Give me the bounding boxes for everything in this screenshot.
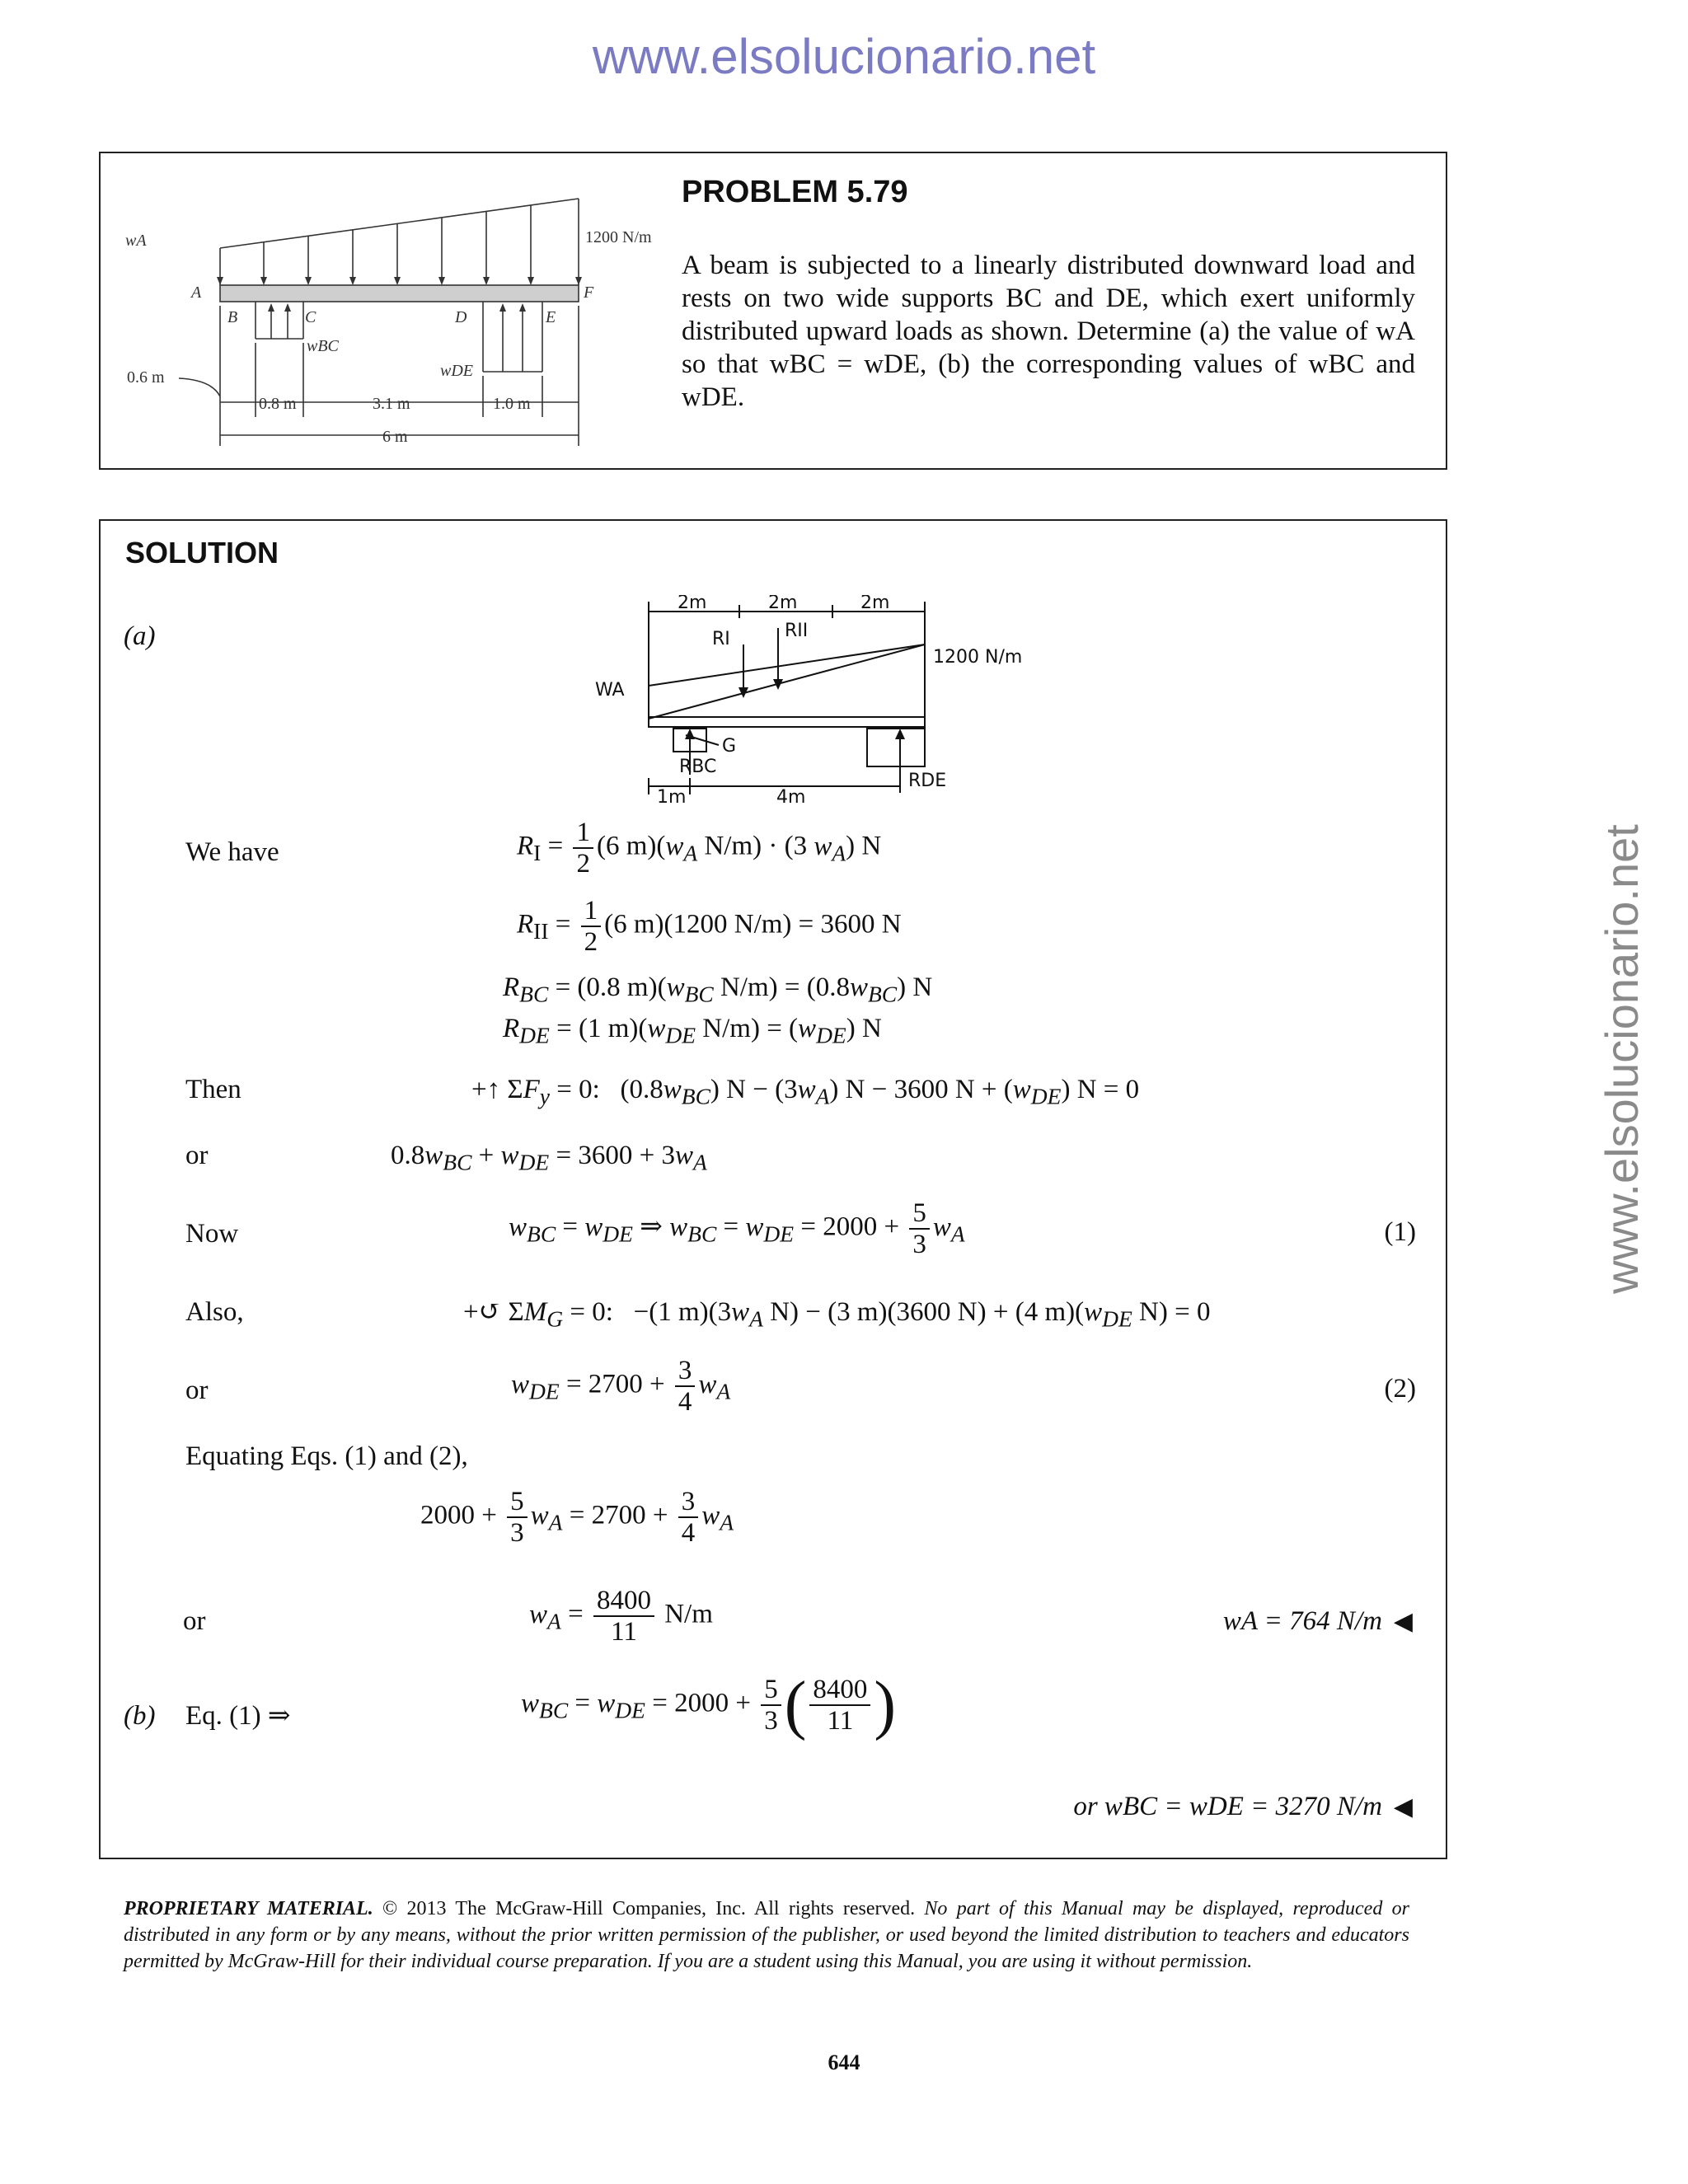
label-or-2: or (185, 1376, 209, 1405)
fig-dim-0-8: 0.8 m (259, 395, 297, 413)
eq-sum-fy: +↑ $\Sigma F_y = 0$: $(0.8w_{BC}) N - (3w_A) N - 3600$ $N + (w_{DE}) N = 0$ (471, 1075, 1140, 1109)
label-or-3: or (183, 1606, 206, 1636)
label-or-1: or (185, 1141, 209, 1170)
answer-wA (1223, 1605, 1413, 1638)
fig-label-B: B (227, 308, 238, 326)
sketch-dim-2: 2m (768, 595, 798, 613)
fig-label-D: D (455, 308, 467, 326)
eq-1: $w_{BC} = w_{DE}$ ⇒ $w_{BC} = w_{DE} = 2000$ + $\frac{5}{3}$ $w_A$ (509, 1198, 965, 1259)
sketch-dim-1: 2m (678, 595, 707, 613)
eq-equating: 2000 + $\frac{5}{3}$ $w_A = 2700$ + $\frac{3}{4}$ $w_A$ (420, 1487, 734, 1548)
fig-label-A: A (191, 284, 202, 302)
copyright-footer (124, 1896, 1409, 1975)
top-watermark[interactable]: www.elsolucionario.net (592, 29, 1096, 84)
eq-wA: $w_A$ = $\frac{8400}{11}$ N/m (529, 1586, 713, 1647)
sketch-RII: RII (785, 621, 809, 641)
eq-number-1: (1) (1384, 1217, 1416, 1247)
fig-label-wA: wA (125, 232, 147, 250)
footer-copyright: © 2013 The McGraw-Hill Companies, Inc. All rights reserved. (373, 1898, 925, 1919)
problem-statement: A beam is subjected to a linearly distributed downward load and rests on two wide supports BC and DE, which exert uniformly distributed upward loads as shown. Determine (a) the value of wA so that wBC = wDE, (b) the corresponding values of wBC and wDE. (682, 251, 1415, 412)
sketch-G: G (722, 736, 737, 757)
footer-lead: PROPRIETARY MATERIAL. (124, 1898, 373, 1919)
fig-dim-3-1: 3.1 m (373, 395, 410, 413)
answer-marker-icon: ◀ (1393, 1793, 1413, 1821)
part-a-label: (a) (124, 621, 156, 651)
eq-RDE: $R_{DE} = (1$ $m)(w_{DE}$ $N/m) = (w_{DE})$ N (503, 1014, 882, 1048)
eq-RII: $R_{II}$ = $\frac{1}{2}$ (6 m)(1200 N/m) = 3600 N (517, 896, 902, 957)
beam-figure (117, 170, 678, 450)
eq-b: $w_{BC} = w_{DE} = 2000$ + $\frac{5}{3}$ ( $\frac{8400}{11}$ ) (521, 1669, 896, 1741)
free-body-sketch (488, 595, 1048, 809)
sketch-dim-1m: 1m (657, 787, 687, 808)
label-then: Then (185, 1075, 241, 1104)
sketch-dim-3: 2m (860, 595, 890, 613)
fig-label-E: E (546, 308, 556, 326)
eq-RBC: $R_{BC} = (0.8$ $m)(w_{BC}$ $N/m) = (0.8w_{BC})$ N (503, 972, 933, 1007)
sketch-RI: RI (712, 629, 730, 649)
fig-label-F: F (584, 284, 594, 302)
fig-label-wBC: wBC (307, 337, 339, 355)
fig-label-C: C (305, 308, 316, 326)
fig-dim-1-0: 1.0 m (493, 395, 531, 413)
sketch-RDE: RDE (908, 771, 947, 791)
page-number: 644 (828, 2050, 860, 2074)
problem-title: PROBLEM 5.79 (682, 175, 908, 209)
eq-RI: $R_I$ = $\frac{1}{2}$ (6 $m)(w_A$ N/m) · (3 $w_A$) N (517, 818, 882, 879)
solution-box (99, 519, 1447, 1859)
label-we-have: We have (185, 837, 279, 867)
answer-wBC-wDE-text: or wBC = wDE = 3270 N/m (1073, 1792, 1382, 1821)
problem-box (99, 152, 1447, 470)
eq-number-2: (2) (1384, 1374, 1416, 1404)
eq-2: $w_{DE} = 2700$ + $\frac{3}{4}$ $w_A$ (511, 1356, 731, 1417)
answer-wA-text: wA = 764 N/m (1222, 1606, 1382, 1636)
label-eq1-ref: Eq. (1) ⇒ (185, 1701, 291, 1731)
fig-dim-0-6: 0.6 m (127, 368, 165, 387)
footer-rest: No part of this Manual may be displayed, reproduced or distributed in any form or by any means, without the prior written permission of the publisher, or used beyond the limited distribution to teachers and educators permitted by McGraw-Hill for their individual course preparation. If you are a student using this Manual, you are using it without permission. (124, 1898, 1409, 1972)
fig-label-load: 1200 N/m (585, 228, 652, 246)
answer-marker-icon: ◀ (1393, 1607, 1413, 1636)
label-also: Also, (185, 1297, 244, 1327)
sketch-dim-4m: 4m (776, 787, 806, 808)
eq-sum-mg: +↺ $\Sigma M_G = 0$: −(1 $m)(3w_A$ N) − (3 m)(3600 N) + (4 $m)(w_{DE}$ N) = 0 (463, 1297, 1211, 1332)
fig-label-wDE: wDE (440, 362, 473, 380)
solution-title: SOLUTION (125, 536, 279, 569)
label-now: Now (185, 1219, 239, 1249)
label-equating: Equating Eqs. (1) and (2), (185, 1441, 468, 1471)
sketch-load: 1200 N/m (933, 647, 1023, 668)
answer-wBC-wDE (1073, 1790, 1413, 1824)
side-watermark: www.elsolucionario.net (1596, 824, 1648, 1294)
fig-dim-6: 6 m (382, 428, 408, 446)
part-b-label: (b) (124, 1701, 156, 1731)
eq-sum-simplified: $0.8w_{BC} + w_{DE} = 3600 + 3w_A$ (391, 1141, 707, 1175)
sketch-wA: WA (595, 680, 625, 701)
sketch-RBC: RBC (679, 757, 717, 777)
